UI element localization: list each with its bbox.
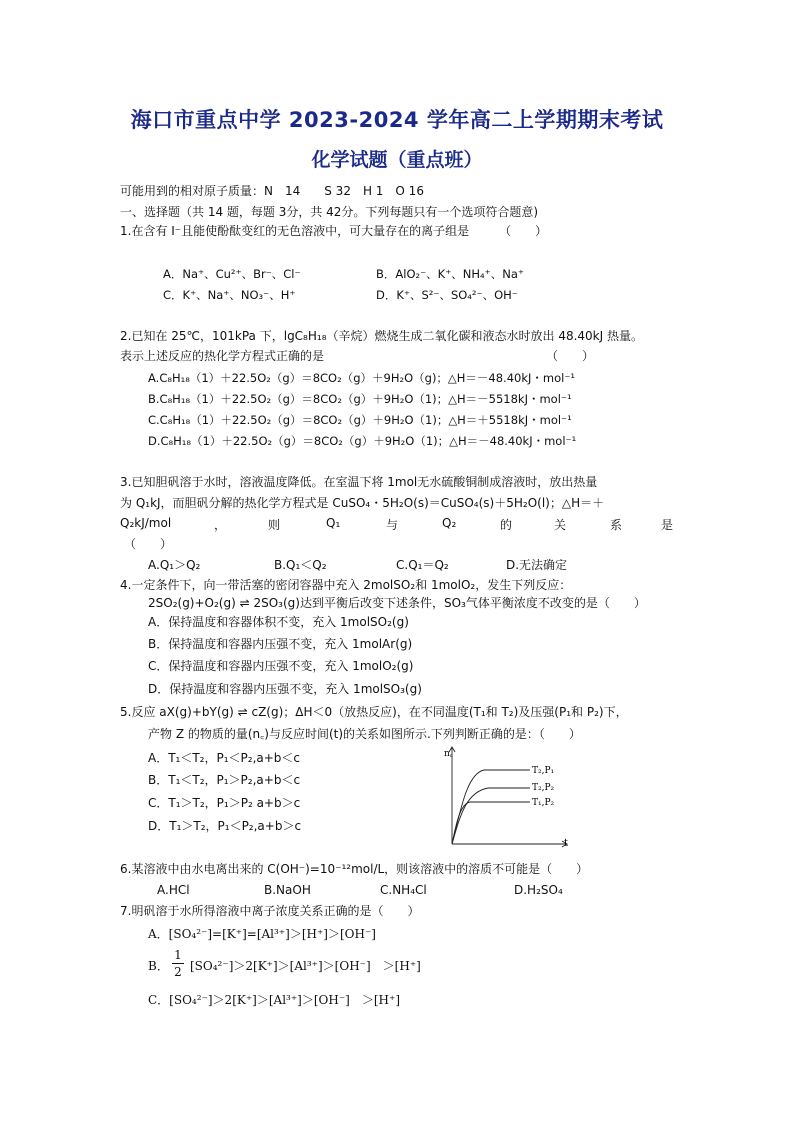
q6-option-a: A.HCl [157,883,190,897]
q4-stem-line2: 2SO₂(g)+O₂(g) ⇌ 2SO₃(g)达到平衡后改变下述条件，SO₃气体平衡浓度不改变的是（ ） [148,596,646,610]
q5-stem-line2: 产物 Z 的物质的量(n꜀)与反应时间(t)的关系如图所示.下列判断正确的是：（ ） [148,727,581,741]
q3-word: 的 [500,518,513,532]
graph-curve-label-3: T₁,P₂ [532,798,555,808]
fraction-bar [172,963,184,964]
q3-word: Q₂kJ/mol [120,516,172,530]
q2-option-d: D.C₈H₁₈（1）＋22.5O₂（g）＝8CO₂（g）＋9H₂O（1)；△H＝－48.40kJ・mol⁻¹ [148,434,577,448]
q3-word: 则 [268,518,281,532]
q7-option-c: C．[SO₄²⁻]＞2[K⁺]＞[Al³⁺]＞[OH⁻] ＞[H⁺] [148,993,401,1007]
q3-answer-bracket: （ ） [124,537,173,551]
q2-option-c: C.C₈H₁₈（1）＋22.5O₂（g）＝8CO₂（g）＋9H₂O（1)；△H＝＋5518kJ・mol⁻¹ [148,413,572,427]
q3-word: 关 [554,518,567,532]
q5-reaction-graph [444,744,574,848]
atomic-masses: 可能用到的相对原子质量：N 14 S 32 H 1 O 16 [120,184,424,198]
q2-option-a: A.C₈H₁₈（1）＋22.5O₂（g）＝8CO₂（g）＋9H₂O（g)；△H＝－48.40kJ・mol⁻¹ [148,371,576,385]
section-heading: 一、选择题（共 14 题，每题 3分，共 42分。下列每题只有一个选项符合题意) [120,205,539,219]
q6-option-d: D.H₂SO₄ [514,883,563,897]
q3-option-a: A.Q₁＞Q₂ [148,558,201,572]
q5-option-d: D．T₁＞T₂，P₁＜P₂,a+b＞c [148,819,302,833]
q3-word: 是 [661,518,674,532]
q7-option-a: A．[SO₄²⁻]=[K⁺]=[Al³⁺]＞[H⁺]＞[OH⁻] [148,927,376,941]
q3-word: 系 [610,518,623,532]
q7-option-b-label: B． [148,959,169,973]
q4-option-d: D．保持温度和容器内压强不变，充入 1molSO₃(g) [148,682,422,696]
q7-stem: 7.明矾溶于水所得溶液中离子浓度关系正确的是（ ） [120,904,420,918]
graph-curve-t2-p2 [452,788,530,844]
q5-option-c: C．T₁＞T₂，P₁＞P₂ a+b＞c [148,796,301,810]
q3-stem-line2: 为 Q₁kJ，而胆矾分解的热化学方程式是 CuSO₄・5H₂O(s)＝CuSO₄(s)＋5H₂O(l)；△H＝＋ [120,496,605,510]
q4-option-b: B．保持温度和容器内压强不变，充入 1molAr(g) [148,637,413,651]
q3-option-b: B.Q₁＜Q₂ [274,558,327,572]
q5-stem-line1: 5.反应 aX(g)+bY(g) ⇌ cZ(g)；ΔH＜0（放热反应)，在不同温度(T₁和 T₂)及压强(P₁和 P₂)下， [120,705,628,719]
exam-title: 海口市重点中学 2023-2024 学年高二上学期期末考试 [130,108,664,132]
q7-option-b-rest: [SO₄²⁻]＞2[K⁺]＞[Al³⁺]＞[OH⁻] ＞[H⁺] [190,959,421,973]
q1-option-d: D．K⁺、S²⁻、SO₄²⁻、OH⁻ [376,288,518,302]
q3-word: ， [214,518,227,532]
q4-option-a: A．保持温度和容器体积不变，充入 1molSO₂(g) [148,615,409,629]
graph-curve-label-1: T₂,P₁ [532,766,555,776]
q2-stem-line2: 表示上述反应的热化学方程式正确的是 （ ） [120,349,595,363]
q3-word: 与 [386,518,399,532]
fraction-numerator: 1 [174,948,182,962]
q2-option-b: B.C₈H₁₈（1）＋22.5O₂（g）＝8CO₂（g）＋9H₂O（1)；△H＝－5518kJ・mol⁻¹ [148,392,572,406]
graph-y-label: n꜀ [444,749,453,759]
q3-word: Q₁ [326,516,341,530]
fraction-denominator: 2 [174,965,182,979]
q3-word: Q₂ [442,516,457,530]
q1-option-a: A．Na⁺、Cu²⁺、Br⁻、Cl⁻ [163,267,301,281]
q3-option-d: D.无法确定 [506,558,568,572]
q6-option-b: B.NaOH [264,883,311,897]
q1-stem: 1.在含有 I⁻且能使酚酞变红的无色溶液中，可大量存在的离子组是 （ ） [120,224,548,238]
q3-option-c: C.Q₁＝Q₂ [396,558,449,572]
q4-option-c: C．保持温度和容器内压强不变，充入 1molO₂(g) [148,659,414,673]
q6-option-c: C.NH₄Cl [380,883,427,897]
q6-stem: 6.某溶液中由水电离出来的 C(OH⁻)=10⁻¹²mol/L，则该溶液中的溶质不可能是（ ） [120,862,589,876]
graph-curve-label-2: T₂,P₂ [532,783,555,793]
q5-option-a: A．T₁＜T₂，P₁＜P₂,a+b＜c [148,751,301,765]
q3-stem-line1: 3.已知胆矾溶于水时，溶液温度降低。在室温下将 1mol无水硫酸铜制成溶液时，放出热量 [120,475,598,489]
graph-x-label: t [564,838,569,848]
q5-option-b: B．T₁＜T₂，P₁＞P₂,a+b＜c [148,773,301,787]
q4-stem-line1: 4.一定条件下，向一带活塞的密闭容器中充入 2molSO₂和 1molO₂，发生下列反应： [120,578,572,592]
q2-stem-line1: 2.已知在 25℃，101kPa 下，lgC₈H₁₈（辛烷）燃烧生成二氧化碳和液态水时放出 48.40kJ 热量。 [120,329,643,343]
exam-subtitle: 化学试题（重点班） [311,149,483,171]
q1-option-b: B．AlO₂⁻、K⁺、NH₄⁺、Na⁺ [376,267,524,281]
q1-option-c: C．K⁺、Na⁺、NO₃⁻、H⁺ [163,288,296,302]
q7-option-b-fraction [172,948,184,979]
